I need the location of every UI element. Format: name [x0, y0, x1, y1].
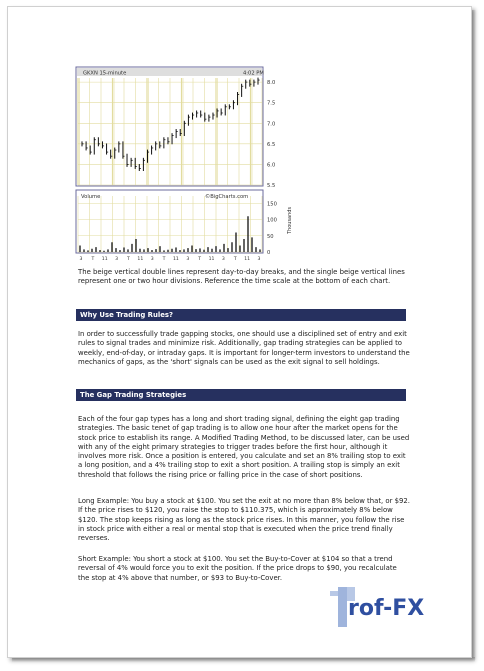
- time-tick-label: 11: [208, 257, 215, 262]
- section-heading-trading-rules: Why Use Trading Rules?: [76, 309, 406, 321]
- time-tick-label: 3: [186, 257, 190, 262]
- volume-unit-label: Thousands: [287, 206, 293, 234]
- paragraph-trading-rules: In order to successfully trade gapping stocks, one should use a disciplined set of entry and exit rules to signal trades and minimize risk. Additionally, gap trading strategies can be applied to weekly, end-of-day, or intraday gaps. It is important for longer-term investors to understand the mechanics of gaps, as the 'short' signals can be used as the exit signal to sell holdings.: [78, 330, 410, 366]
- price-tick-label: 7.5: [267, 100, 276, 107]
- volume-tick-label: 150: [267, 201, 277, 208]
- chart-watermark: ©BigCharts.com: [205, 194, 249, 200]
- time-tick-label: 3: [221, 257, 225, 262]
- time-axis: [80, 256, 261, 262]
- volume-tick-label: 100: [267, 217, 277, 224]
- paragraph-gap-strategies: Each of the four gap types has a long and short trading signal, defining the eight gap trading strategies. The basic tenet of gap trading is to allow one hour after the market opens for the stock price to establish its range. A Modified Trading Method, to be discussed later, can be used with any of the eight primary strategies to trigger trades before the first hour, although it involves more risk. Once a position is entered, you calculate and set an 8% trailing stop to exit a long position, and a 4% trailing stop to exit a short position. A trailing stop is simply an exit threshold that follows the rising price or falling price in the case of short positions.: [78, 415, 410, 479]
- paragraph-long-example: Long Example: You buy a stock at $100. You set the exit at no more than 8% below that, or $92. If the price rises to $120, you raise the stop to $110.375, which is approximately 8% below $120. The stop keeps rising as long as the stock price rises. In this manner, you follow the rise in stock price with either a real or mental stop that is executed when the price trend finally reverses.: [78, 497, 410, 543]
- chart-ticker-label: GKXN 15-minute: [83, 70, 127, 77]
- time-tick-label: T: [162, 257, 166, 262]
- time-tick-label: 3: [115, 257, 119, 262]
- chart-time-label: 4:02 PM: [243, 70, 264, 77]
- price-tick-label: 5.5: [267, 183, 276, 189]
- price-tick-label: 6.5: [267, 141, 276, 148]
- logo-text: rof-FX: [348, 596, 425, 621]
- time-tick-label: 11: [101, 257, 108, 262]
- volume-label: Volume: [81, 194, 101, 200]
- time-tick-label: 3: [150, 257, 154, 262]
- volume-tick-label: 50: [267, 233, 274, 240]
- time-tick-label: 11: [173, 257, 179, 262]
- price-tick-label: 7.0: [267, 121, 276, 128]
- time-tick-label: T: [91, 257, 95, 262]
- time-tick-label: 11: [137, 257, 144, 262]
- stock-chart: [75, 66, 293, 262]
- prof-fx-logo: [328, 583, 433, 633]
- volume-axis: [267, 201, 277, 256]
- chart-svg: [75, 66, 293, 262]
- price-tick-label: 6.0: [267, 162, 276, 169]
- time-tick-label: 11: [244, 257, 251, 262]
- logo-svg: [328, 583, 433, 633]
- time-tick-label: 3: [79, 257, 83, 262]
- chart-caption: The beige vertical double lines represent day-to-day breaks, and the single beige vertical lines represent one or two hour divisions. Reference the time scale at the bottom of each chart.: [78, 268, 405, 286]
- paragraph-short-example: Short Example: You short a stock at $100. You set the Buy-to-Cover at $104 so that a trend reversal of 4% would force you to exit the position. If the price drops to $90, you recalculate the stop at 4% above that number, or $93 to Buy-to-Cover.: [78, 555, 397, 582]
- volume-tick-label: 0: [267, 250, 271, 256]
- time-tick-label: T: [233, 257, 237, 262]
- section-heading-gap-strategies: The Gap Trading Strategies: [76, 389, 406, 401]
- time-tick-label: T: [198, 257, 202, 262]
- time-tick-label: 3: [257, 257, 261, 262]
- logo-mark: [338, 587, 347, 627]
- price-tick-label: 8.0: [267, 80, 276, 87]
- time-tick-label: T: [127, 257, 130, 262]
- price-axis: [267, 80, 275, 189]
- price-panel: [76, 67, 263, 186]
